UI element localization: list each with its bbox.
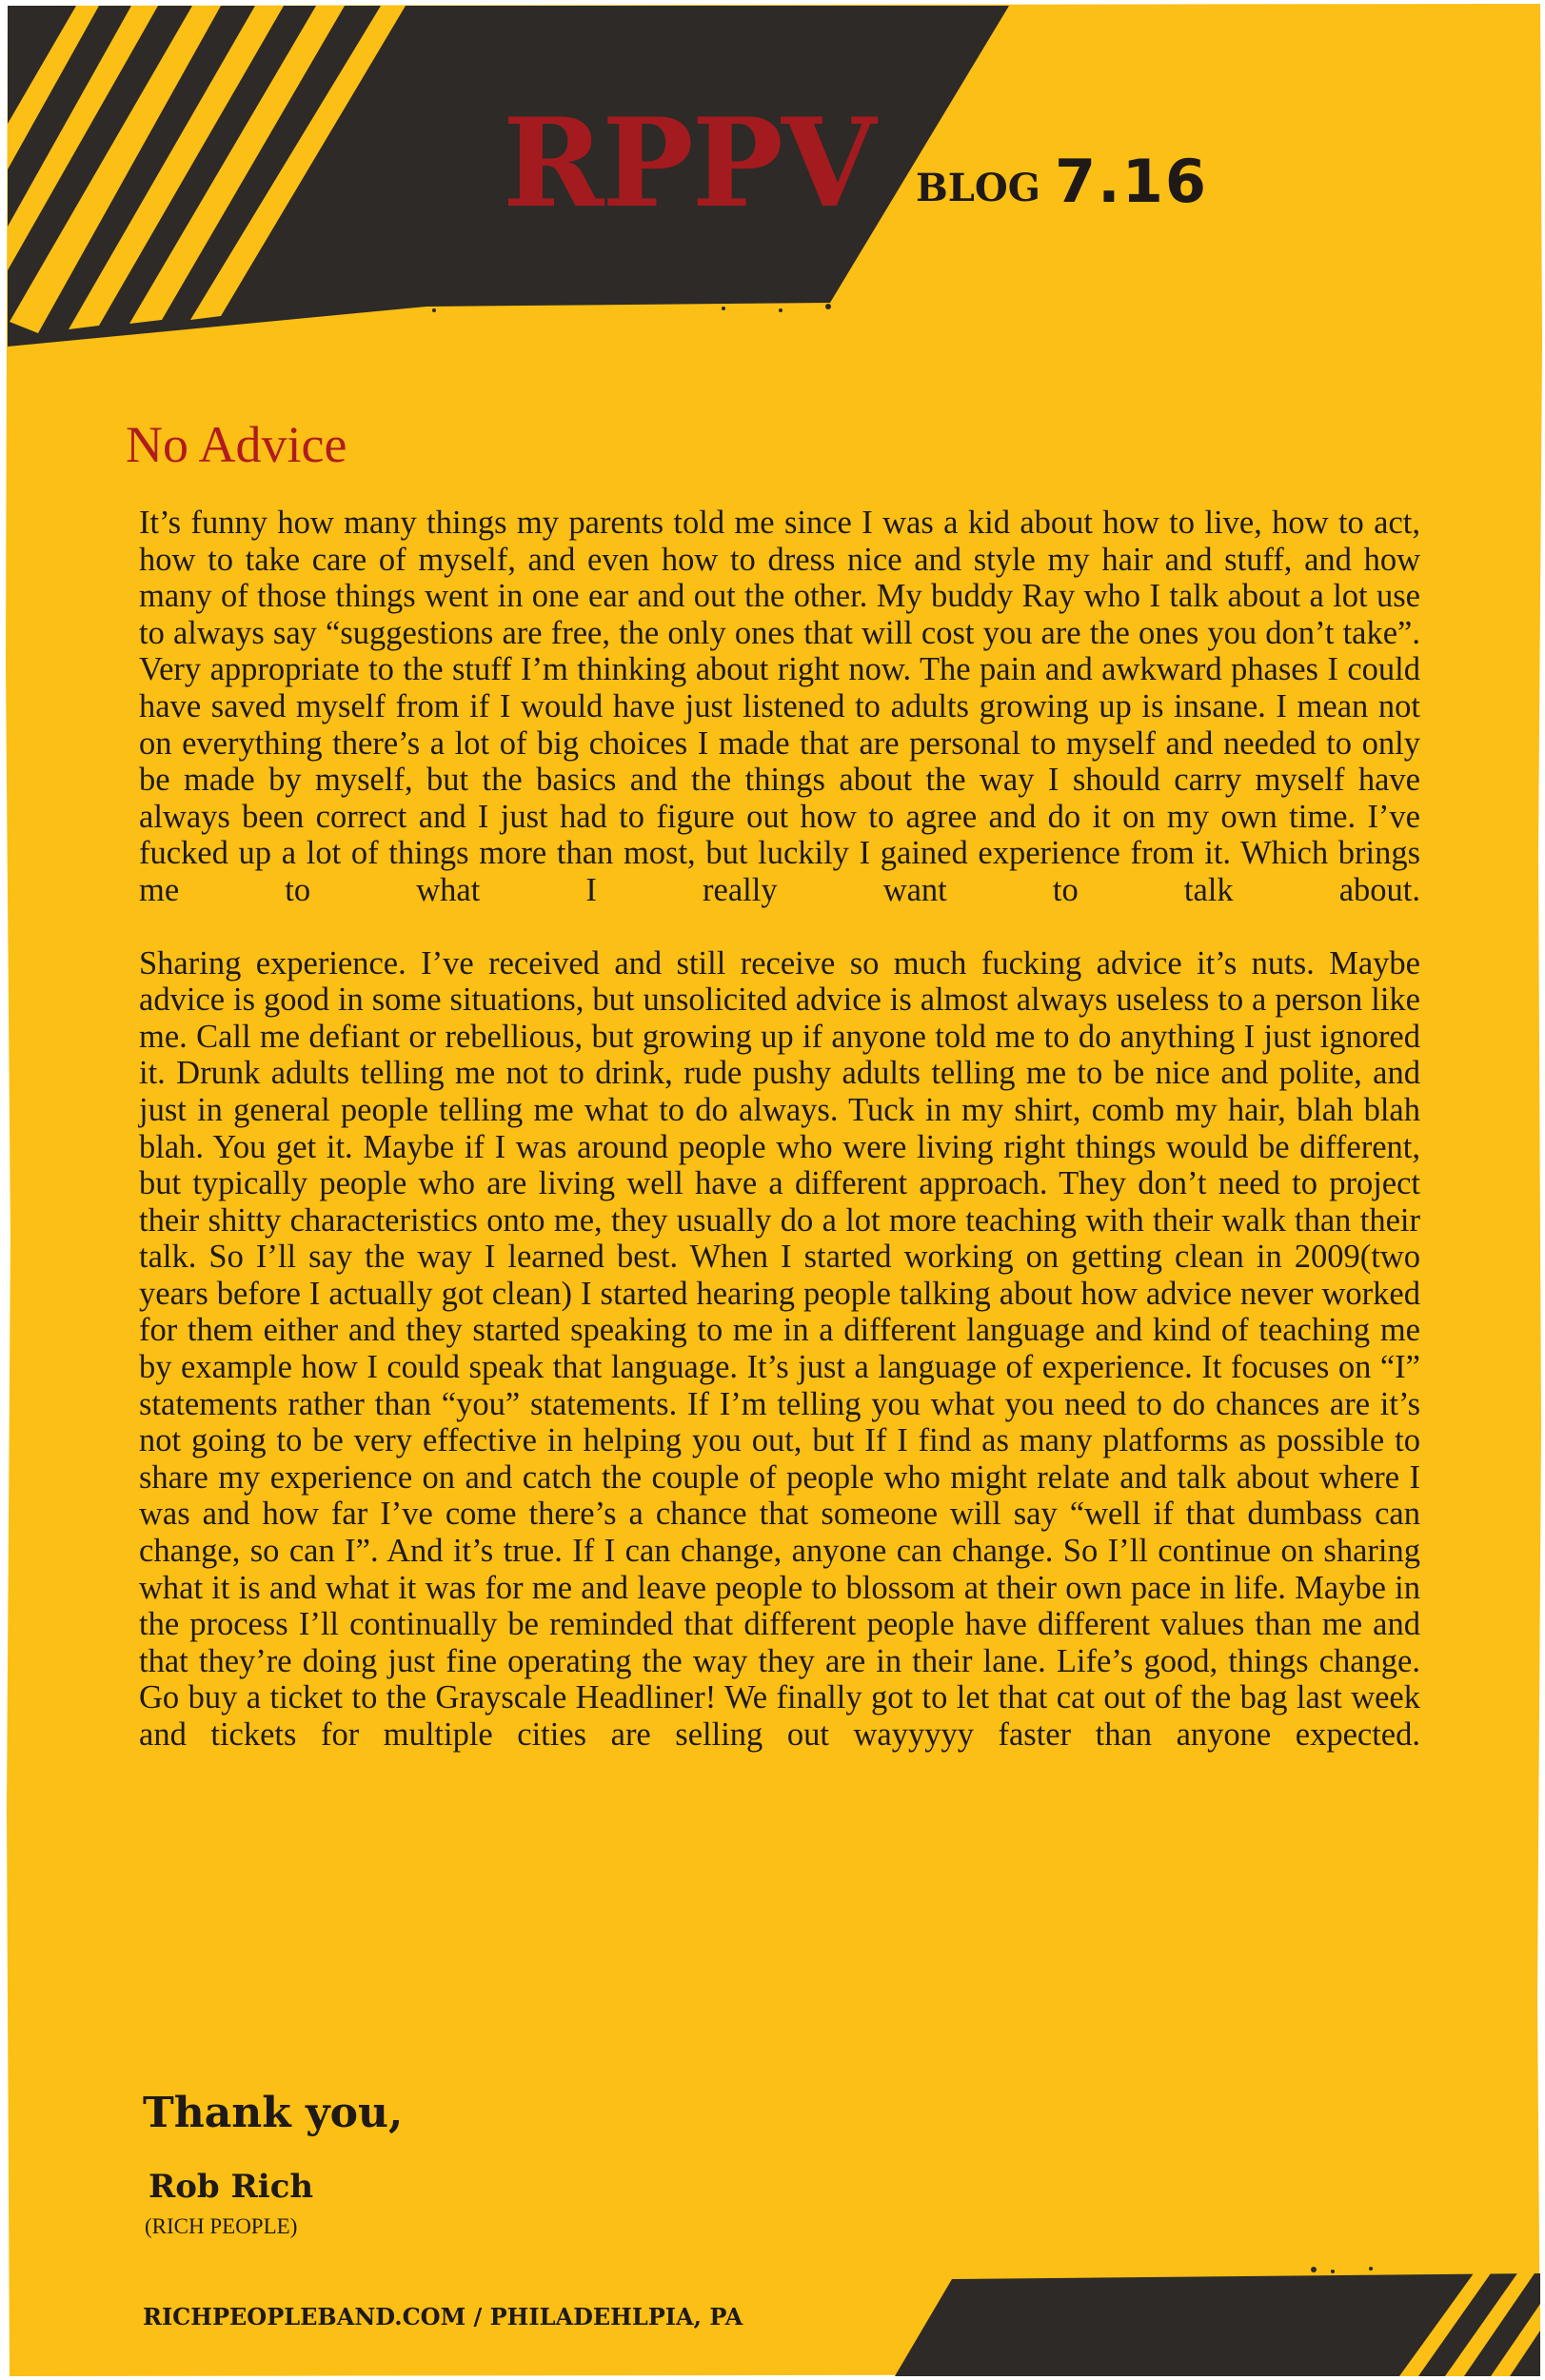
post-title: No Advice (126, 416, 347, 473)
author-name: Rob Rich (149, 2168, 314, 2206)
blog-number: 7.16 (1055, 147, 1208, 216)
signoff: Thank you, (143, 2089, 404, 2137)
paragraph: Sharing experience. I’ve received and still receive so much fucking advice it’s nuts. Maybe advice is good in some situations, but unsolicited advice is almost always useless to a person like me. Call me defiant or rebellious, but growing up if anyone told me to do anything I just ignored it. Drunk adults telling me not to drink, rude pushy adults telling me to be nice and polite, and just in general people telling me what to do always. Tuck in my shirt, comb my hair, blah blah blah. You get it. Maybe if I was around people who were living right things would be different, but typically people who are living well have a different approach. They don’t need to project their shitty characteristics onto me, they usually do a lot more teaching with their walk than their talk. So I’ll say the way I learned best. When I started working on getting clean in 2009(two years before I actually got clean) I started hearing people talking about how advice never worked for them either and they started speaking to me in a different language and kind of teaching me by example how I could speak that language. It’s just a language of experience. It focuses on “I” statements rather than “you” statements. If I’m telling you what you need to do chances are it’s not going to be very effective in helping you out, but If I find as many platforms as possible to share my experience on and catch the couple of people who might relate and talk about where I was and how far I’ve come there’s a chance that someone will say “well if that dumbass can change, so can I”. And it’s true. If I can change, anyone can change. So I’ll continue on sharing what it is and what it was for me and leave people to blossom at their own pace in life. Maybe in the process I’ll continually be reminded that different people have different values than me and that they’re doing just fine operating the way they are in their lane. Life’s good, things change. Go buy a ticket to the Grayscale Headliner! We finally got to let that cat out of the bag last week and tickets for multiple cities are selling out wayyyyy faster than anyone expected. (139, 944, 1420, 1753)
author-band: (RICH PEOPLE) (145, 2214, 298, 2238)
paragraph: It’s funny how many things my parents told me since I was a kid about how to live, how to act, how to take care of myself, and even how to dress nice and style my hair and stuff, and how many of those things went in one ear and out the other. My buddy Ray who I talk about a lot use to always say “suggestions are free, the only ones that will cost you are the ones you don’t take”. Very appropriate to the stuff I’m thinking about right now. The pain and awkward phases I could have saved myself from if I would have just listened to adults growing up is insane. I mean not on everything there’s a lot of big choices I made that are personal to myself and needed to only be made by myself, but the basics and the things about the way I should carry myself have always been correct and I just had to figure out how to agree and do it on my own time. I’ve fucked up a lot of things more than most, but luckily I gained experience from it. Which brings me to what I really want to talk about. (139, 505, 1420, 908)
post-body (139, 505, 1420, 1754)
brand-wordmark: RPPV (503, 92, 875, 235)
footer-site: RICHPEOPLEBAND.COM / PHILADEHLPIA, PA (143, 2303, 743, 2330)
blog-label: BLOG (916, 166, 1040, 210)
